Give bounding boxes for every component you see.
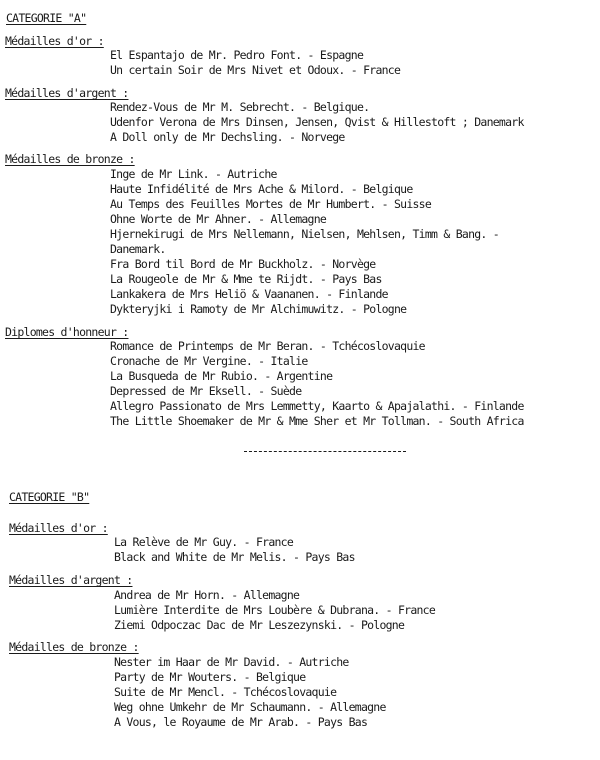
cat-a-bronze-entry-9: Dykteryjki i Ramoty de Mr Alchimuwitz. - Pologne [110,302,407,316]
cat-b-silver-entry-1: Andrea de Mr Horn. - Allemagne [114,588,300,602]
cat-a-diploma-entry-4: Depressed de Mr Eksell. - Suède [110,384,302,398]
cat-b-bronze-heading: Médailles de bronze : [9,640,139,654]
cat-a-bronze-entry-5-cont: Danemark. [110,242,166,256]
cat-a-silver-entry-3: A Doll only de Mr Dechsling. - Norvege [110,130,345,144]
cat-b-bronze-entry-1: Nester im Haar de Mr David. - Autriche [114,655,349,669]
cat-a-silver-entry-2: Udenfor Verona de Mrs Dinsen, Jensen, Qvist & Hillestoft ; Danemark [110,115,524,129]
cat-a-gold-heading: Médailles d'or : [5,34,104,48]
cat-a-diploma-heading: Diplomes d'honneur : [5,325,129,339]
cat-a-bronze-entry-4: Ohne Worte de Mr Ahner. - Allemagne [110,212,327,226]
cat-b-bronze-entry-5: A Vous, le Royaume de Mr Arab. - Pays Bas [114,715,368,729]
cat-a-gold-entry-2: Un certain Soir de Mrs Nivet et Odoux. - France [110,63,401,77]
cat-a-diploma-entry-3: La Busqueda de Mr Rubio. - Argentine [110,369,333,383]
cat-b-bronze-entry-2: Party de Mr Wouters. - Belgique [114,670,306,684]
cat-a-silver-entry-1: Rendez-Vous de Mr M. Sebrecht. - Belgique. [110,100,370,114]
cat-a-bronze-entry-3: Au Temps des Feuilles Mortes de Mr Humbert. - Suisse [110,197,432,211]
cat-b-silver-heading: Médailles d'argent : [9,573,133,587]
cat-b-gold-entry-2: Black and White de Mr Melis. - Pays Bas [114,550,355,564]
cat-a-diploma-entry-1: Romance de Printemps de Mr Beran. - Tchécoslovaquie [110,339,425,353]
cat-b-bronze-entry-4: Weg ohne Umkehr de Mr Schaumann. - Allemagne [114,700,386,714]
cat-a-gold-entry-1: El Espantajo de Mr. Pedro Font. - Espagne [110,48,364,62]
cat-b-bronze-entry-3: Suite de Mr Mencl. - Tchécoslovaquie [114,685,337,699]
cat-a-diploma-entry-6: The Little Shoemaker de Mr & Mme Sher et Mr Tollman. - South Africa [110,414,524,428]
cat-a-diploma-entry-2: Cronache de Mr Vergine. - Italie [110,354,308,368]
cat-b-gold-heading: Médailles d'or : [9,521,108,535]
cat-a-silver-heading: Médailles d'argent : [5,86,129,100]
category-b-title: CATEGORIE "B" [9,490,90,504]
category-a-title: CATEGORIE "A" [6,11,87,25]
cat-a-bronze-entry-7: La Rougeole de Mr & Mme te Rijdt. - Pays Bas [110,272,382,286]
cat-a-bronze-entry-5: Hjernekirugi de Mrs Nellemann, Nielsen, Mehlsen, Timm & Bang. - [110,227,499,241]
cat-b-gold-entry-1: La Relève de Mr Guy. - France [114,535,294,549]
cat-b-silver-entry-3: Ziemi Odpoczac Dac de Mr Leszezynski. - Pologne [114,618,405,632]
cat-a-bronze-entry-1: Inge de Mr Link. - Autriche [110,167,277,181]
cat-a-bronze-entry-2: Haute Infidélité de Mrs Ache & Milord. - Belgique [110,182,413,196]
cat-a-bronze-entry-6: Fra Bord til Bord de Mr Buckholz. - Norvège [110,257,376,271]
cat-a-bronze-entry-8: Lankakera de Mrs Heliö & Vaananen. - Finlande [110,287,388,301]
cat-a-diploma-entry-5: Allegro Passionato de Mrs Lemmetty, Kaarto & Apajalathi. - Finlande [110,399,524,413]
cat-a-bronze-heading: Médailles de bronze : [5,152,135,166]
cat-b-silver-entry-2: Lumière Interdite de Mrs Loubère & Dubrana. - France [114,603,436,617]
section-divider [244,451,406,452]
